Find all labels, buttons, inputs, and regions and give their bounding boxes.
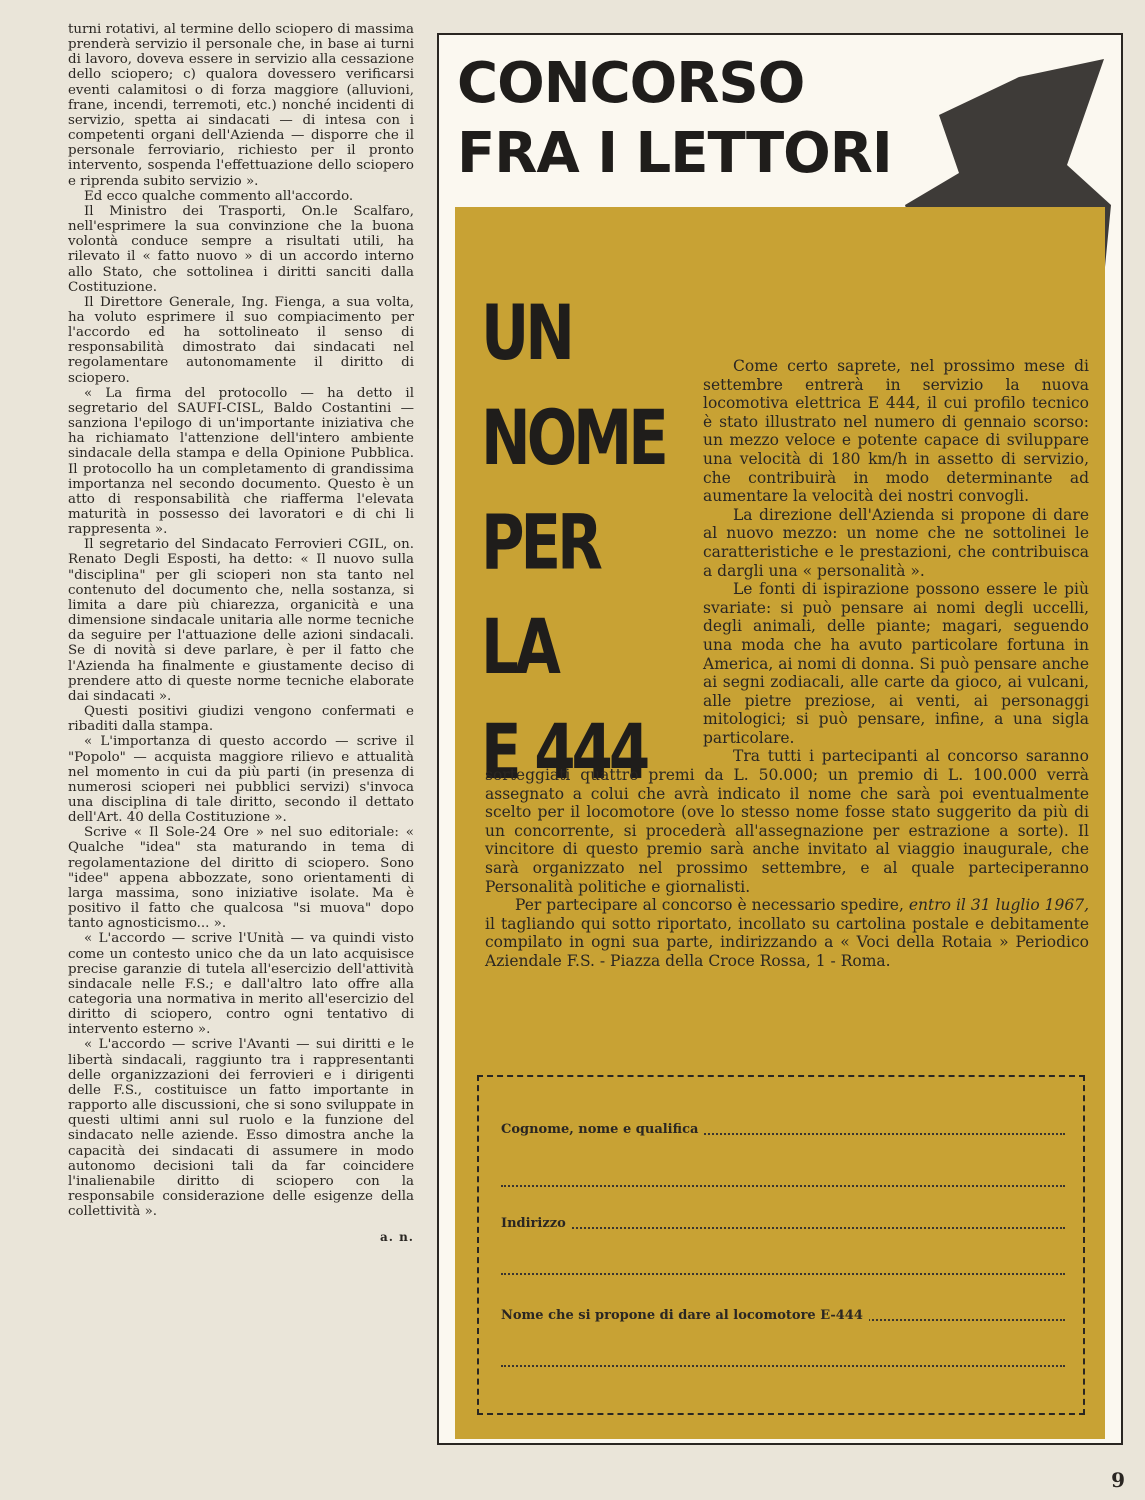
deadline-date: entro il 31 luglio 1967,: [908, 896, 1089, 915]
contest-paragraph-deadline: Per partecipare al concorso è necessario spedire, entro il 31 luglio 1967, il tagliando qui sotto riportato, incollato su cartolina postale e debitamente compilato in ogni sua parte, indirizzando a « Voci della Rotaia » Periodico Aziendale F.S. - Piazza della Croce Rossa, 1 - Roma.: [485, 896, 1089, 970]
article-paragraph: Ed ecco qualche commento all'accordo.: [84, 188, 354, 204]
contest-paragraph: Le fonti di ispirazione possono essere le più svariate: si può pensare ai nomi degli uccelli, degli animali, delle piante; magari, seguendo una moda che ha avuto particolare fortuna in America, ai nomi di donna. Si può pensare anche ai segni zodiacali, alle carte da gioco, ai vulcani, alle pietre preziose, ai venti, ai personaggi mitologici; si può pensare, infine, a una sigla particolare.: [703, 580, 1089, 747]
headline-line: E 444: [481, 707, 647, 797]
contest-paragraph: La direzione dell'Azienda si propone di dare al nuovo mezzo: un nome che ne sottolinei le caratteristiche e le prestazioni, che contribuisca a dargli una « personalità ».: [703, 505, 1089, 580]
article-paragraph: Questi positivi giudizi vengono confermati e ribaditi dalla stampa.: [68, 704, 414, 735]
entry-coupon: [477, 1075, 1085, 1415]
contest-panel: [437, 33, 1123, 1445]
article-paragraph: « L'importanza di questo accordo — scrive il "Popolo" — acquista maggiore rilievo e attualità nel momento in cui da più parti (in presenza di numerosi scioperi nei pubblici servizi) s'invoca una disciplina di tale diritto, secondo il dettato dell'Art. 40 della Costituzione ».: [68, 734, 414, 826]
article-paragraph: « L'accordo — scrive l'Avanti — sui diritti e le libertà sindacali, raggiunto tra i rappresentanti delle organizzazioni dei ferrovieri e i dirigenti delle F.S., costituisce un fatto importante in rapporto alle discussioni, che si sono sviluppate in questi ultimi anni sul ruolo e la funzione del sindacato nelle aziende. Esso dimostra anche la capacità dei sindacati di assumere in modo autonomo decisioni tali da far coincidere l'inalienabile diritto di sciopero con la responsabile considerazione delle esigenze della collettività ».: [68, 1037, 414, 1220]
article-paragraph: « L'accordo — scrive l'Unità — va quindi visto come un contesto unico che da un lato acquisisce precise garanzie di tutela all'esercizio dell'attività sindacale nelle F.S.; e dall'altro lato offre alla categoria una normativa in merito all'esercizio del diritto di sciopero, contro ogni tentativo di intervento esterno ».: [68, 931, 414, 1038]
article-paragraph: Il Ministro dei Trasporti, On.le Scalfaro, nell'esprimere la sua convinzione che la buona volontà conduce sempre a risultati utili, ha rilevato il « fatto nuovo » di un accordo interno allo Stato, che sottolinea i diritti sanciti dalla Costituzione.: [68, 203, 414, 295]
page-number: 9: [1111, 1468, 1125, 1492]
article-paragraph: Il Direttore Generale, Ing. Fienga, a sua volta, ha voluto esprimere il suo compiacimento per l'accordo ed ha sottolineato il senso di responsabilità dimostrato dai sindacati nel regolamentare autonomamente il diritto di sciopero.: [68, 294, 414, 386]
headline-line: LA: [481, 603, 557, 692]
author-signature: a. n.: [379, 1230, 414, 1245]
name-field-line-2[interactable]: [501, 1185, 1065, 1187]
proposal-field-label: Nome che si propone di dare al locomotore E-444: [501, 1308, 869, 1323]
proposal-field-line-2[interactable]: [501, 1365, 1065, 1367]
coupon-proposal-row-2[interactable]: [501, 1349, 1065, 1369]
address-field-line-2[interactable]: [501, 1273, 1065, 1275]
contest-title: [457, 49, 892, 189]
coupon-name-row-2[interactable]: [501, 1169, 1065, 1189]
article-paragraph: turni rotativi, al termine dello sciopero di massima prenderà servizio il personale che, in base ai turni di lavoro, doveva essere in servizio alla cessazione dello sciopero; c) qualora dovessero verificarsi eventi calamitosi o di forza maggiore (alluvioni, frane, incendi, terremoti, etc.) nonché incidenti di servizio, spetta ai sindacati — di intesa con i competenti organi dell'Azienda — disporre che il personale ferroviario, richiesto per il pronto intervento, sospenda l'effettuazione dello sciopero e riprenda subito servizio ».: [68, 22, 414, 189]
address-field-label: Indirizzo: [501, 1216, 572, 1231]
contest-paragraph: Tra tutti i partecipanti al concorso saranno sorteggiati quattro premi da L. 50.000; un premio di L. 100.000 verrà assegnato a colui che avrà indicato il nome che sarà poi eventualmente scelto per il locomotore (ove lo stesso nome fosse stato suggerito da più di un concorrente, si procederà all'assegnazione per estrazione a sorte). Il vincitore di questo premio sarà anche invitato al viaggio inaugurale, che sarà organizzato nel prossimo settembre, e al quale parteciperanno Personalità politiche e giornalisti.: [485, 747, 1089, 896]
headline-line: UN: [481, 289, 571, 378]
coupon-proposal-row[interactable]: [501, 1303, 1065, 1323]
contest-body: [485, 357, 1089, 971]
article-column: [68, 22, 414, 1245]
contest-title-line-2: FRA I LETTORI: [457, 121, 892, 186]
article-paragraph: Il segretario del Sindacato Ferrovieri CGIL, on. Renato Degli Esposti, ha detto: « Il nuovo sulla "disciplina" per gli scioperi non sta tanto nel contenuto del documento che, nella sostanza, si limita a dare più chiarezza, organicità e una dimensione sindacale unitaria alle norme tecniche da seguire per l'attuazione delle azioni sindacali. Se di novità si deve parlare, è per il fatto che l'Azienda ha finalmente e giustamente deciso di prendere atto di queste norme tecniche elaborate dai sindacati ».: [68, 537, 414, 704]
coupon-address-row[interactable]: [501, 1211, 1065, 1231]
headline-line: PER: [481, 498, 599, 587]
headline-line: NOME: [481, 393, 665, 483]
name-field-label: Cognome, nome e qualifica: [501, 1122, 704, 1137]
article-paragraph: « La firma del protocollo — ha detto il segretario del SAUFI-CISL, Baldo Costantini — sanziona l'epilogo di un'importante iniziativa che ha richiamato l'attenzione dell'intero ambiente sindacale della stampa e della Opinione Pubblica. Il protocollo ha un completamento di grandissima importanza nel secondo documento. Questo è un atto di responsabilità che riafferma l'elevata maturità in possesso dei lavoratori e di chi li rappresenta ».: [68, 385, 414, 538]
coupon-name-row[interactable]: [501, 1117, 1065, 1137]
contest-ochre-box: [455, 207, 1105, 1439]
contest-paragraph: Come certo saprete, nel prossimo mese di settembre entrerà in servizio la nuova locomotiva elettrica E 444, il cui profilo tecnico è stato illustrato nel numero di gennaio scorso: un mezzo veloce e potente capace di sviluppare una velocità di 180 km/h in assetto di servizio, che contribuirà in modo determinante ad aumentare la velocità dei nostri convogli.: [703, 357, 1089, 506]
address-field-line[interactable]: [501, 1227, 1065, 1229]
article-paragraph: Scrive « Il Sole-24 Ore » nel suo editoriale: « Qualche "idea" sta maturando in tema di regolamentazione del diritto di sciopero. Sono "idee" appena abbozzate, sono orientamenti di larga massima, sono iniziative isolate. Ma è positivo il fatto che qualcosa "si muova" dopo tanto agnosticismo... ».: [68, 825, 414, 932]
contest-title-line-1: CONCORSO: [457, 51, 805, 116]
coupon-address-row-2[interactable]: [501, 1257, 1065, 1277]
